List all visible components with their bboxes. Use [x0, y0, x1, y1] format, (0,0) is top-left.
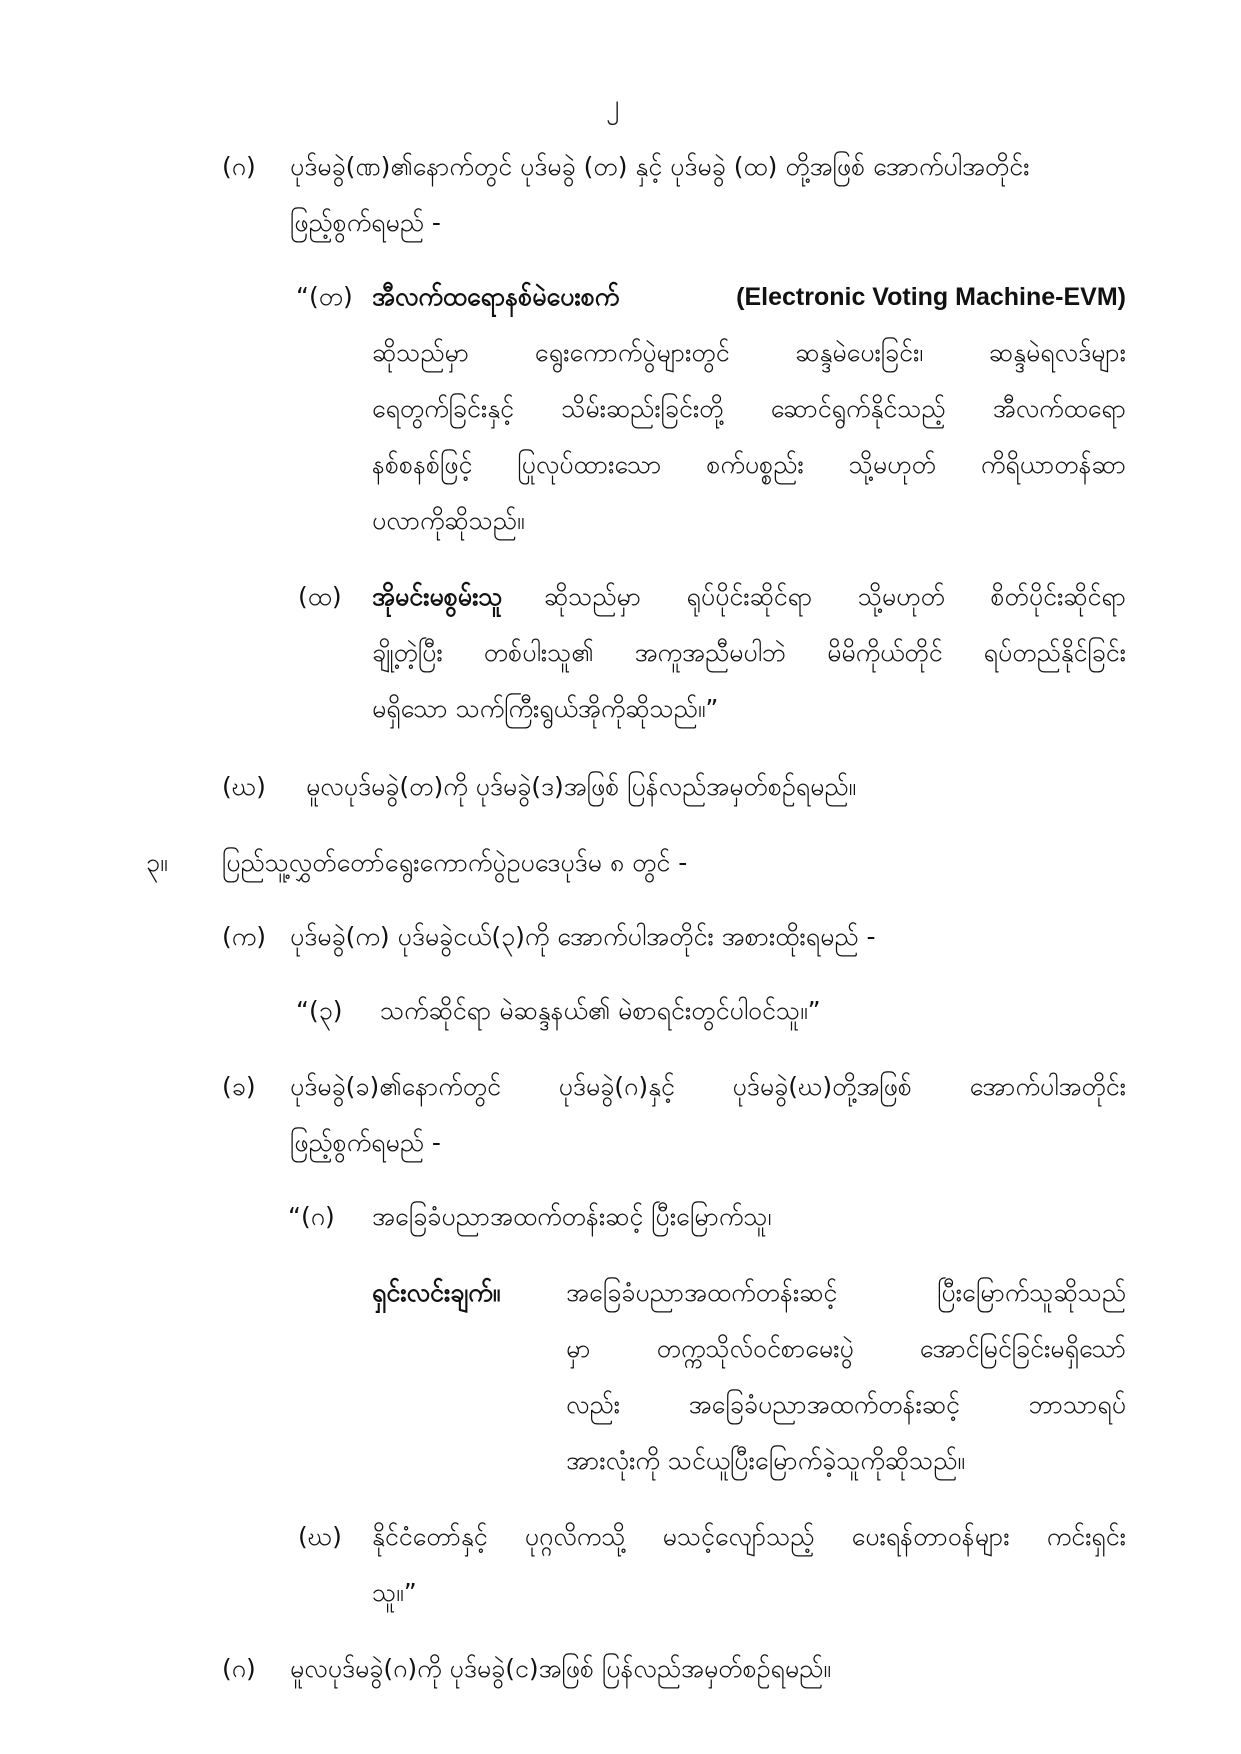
sub-clause-text: နိုင်ငံတော်နှင့် ပုဂ္ဂလိကသို့ မသင့်လျော်သည့် ပေးရန်တာဝန်များ ကင်းရှင်း: [372, 1522, 1126, 1551]
sub-clause-label: “(တ): [296, 282, 353, 311]
definition-line: ရေတွက်ခြင်းနှင့် သိမ်းဆည်းခြင်းတို့ ဆောင်ရွက်နိုင်သည့် အီလက်ထရော: [372, 394, 1126, 423]
definition-line: ဆိုသည်မှာ ရွေးကောက်ပွဲများတွင် ဆန္ဒမဲပေးခြင်း၊ ဆန္ဒမဲရလဒ်များ: [372, 338, 1126, 367]
english-term: (Electronic Voting Machine-EVM): [736, 283, 1126, 311]
sub-clause-label: (ထ): [298, 582, 342, 611]
clause-label: (ဂ): [222, 152, 256, 181]
section-text: ပြည်သူ့လွှတ်တော်ရွေးကောက်ပွဲဥပဒေပုဒ်မ ၈ တွင် -: [222, 848, 688, 877]
clause-text: မူလပုဒ်မခွဲ(တ)ကို ပုဒ်မခွဲ(ဒ)အဖြစ် ပြန်လည်အမှတ်စဉ်ရမည်။: [306, 772, 857, 801]
sub-clause-label: “(၃): [296, 996, 343, 1025]
explanation-line: အားလုံးကို သင်ယူပြီးမြောက်ခဲ့သူကိုဆိုသည်။: [566, 1446, 965, 1475]
clause-text: ဖြည့်စွက်ရမည် -: [290, 1128, 441, 1157]
clause-text: ပုဒ်မခွဲ(ဏ)၏နောက်တွင် ပုဒ်မခွဲ (တ) နှင့် ပုဒ်မခွဲ (ထ) တို့အဖြစ် အောက်ပါအတိုင်း: [290, 152, 1030, 181]
explanation-label: ရှင်းလင်းချက်။: [372, 1278, 501, 1307]
explanation-line: လည်း အခြေခံပညာအထက်တန်းဆင့် ဘာသာရပ်: [566, 1390, 1126, 1419]
sub-clause-text: သက်ဆိုင်ရာ မဲဆန္ဒနယ်၏ မဲစာရင်းတွင်ပါဝင်သူ။”: [380, 996, 821, 1025]
explanation-line: အခြေခံပညာအထက်တန်းဆင့် ပြီးမြောက်သူဆိုသည်: [566, 1278, 1126, 1307]
clause-label: (က): [222, 922, 266, 951]
explanation-line: မှာ တက္ကသိုလ်ဝင်စာမေးပွဲ အောင်မြင်ခြင်းမရှိသော်: [566, 1334, 1126, 1363]
sub-clause-text: သူ။”: [372, 1578, 417, 1607]
clause-text: ဖြည့်စွက်ရမည် -: [290, 208, 441, 237]
clause-label: (ဂ): [222, 1654, 256, 1683]
definition-line: ချို့တဲ့ပြီး တစ်ပါးသူ၏ အကူအညီမပါဘဲ မိမိကိုယ်တိုင် ရပ်တည်နိုင်ခြင်း: [372, 638, 1126, 667]
page-number: ၂: [606, 89, 620, 120]
clause-label: (ခ): [222, 1072, 256, 1101]
definition-line: မရှိသော သက်ကြီးရွယ်အိုကိုဆိုသည်။”: [372, 694, 719, 723]
clause-label: (ဃ): [222, 772, 266, 801]
definition-line: ပလာကိုဆိုသည်။: [372, 506, 525, 535]
sub-clause-label: “(ဂ): [288, 1202, 335, 1231]
clause-text: မူလပုဒ်မခွဲ(ဂ)ကို ပုဒ်မခွဲ(င)အဖြစ် ပြန်လည်အမှတ်စဉ်ရမည်။: [290, 1654, 831, 1683]
defined-term: အိုမင်းမစွမ်းသူ: [372, 582, 503, 611]
sub-clause-label: (ဃ): [298, 1522, 342, 1551]
sub-clause-text: အခြေခံပညာအထက်တန်းဆင့် ပြီးမြောက်သူ၊: [372, 1202, 772, 1231]
section-number: ၃။: [146, 848, 168, 877]
clause-text: ပုဒ်မခွဲ(က) ပုဒ်မခွဲငယ်(၃)ကို အောက်ပါအတိုင်း အစားထိုးရမည် -: [290, 922, 876, 951]
defined-term: အီလက်ထရောနစ်မဲပေးစက်: [372, 282, 620, 311]
clause-text: ပုဒ်မခွဲ(ခ)၏နောက်တွင် ပုဒ်မခွဲ(ဂ)နှင့် ပုဒ်မခွဲ(ဃ)တို့အဖြစ် အောက်ပါအတိုင်း: [290, 1072, 1126, 1101]
definition-line: ဆိုသည်မှာ ရုပ်ပိုင်းဆိုင်ရာ သို့မဟုတ် စိတ်ပိုင်းဆိုင်ရာ: [544, 582, 1126, 611]
definition-line: နစ်စနစ်ဖြင့် ပြုလုပ်ထားသော စက်ပစ္စည်း သို့မဟုတ် ကိရိယာတန်ဆာ: [372, 450, 1126, 479]
